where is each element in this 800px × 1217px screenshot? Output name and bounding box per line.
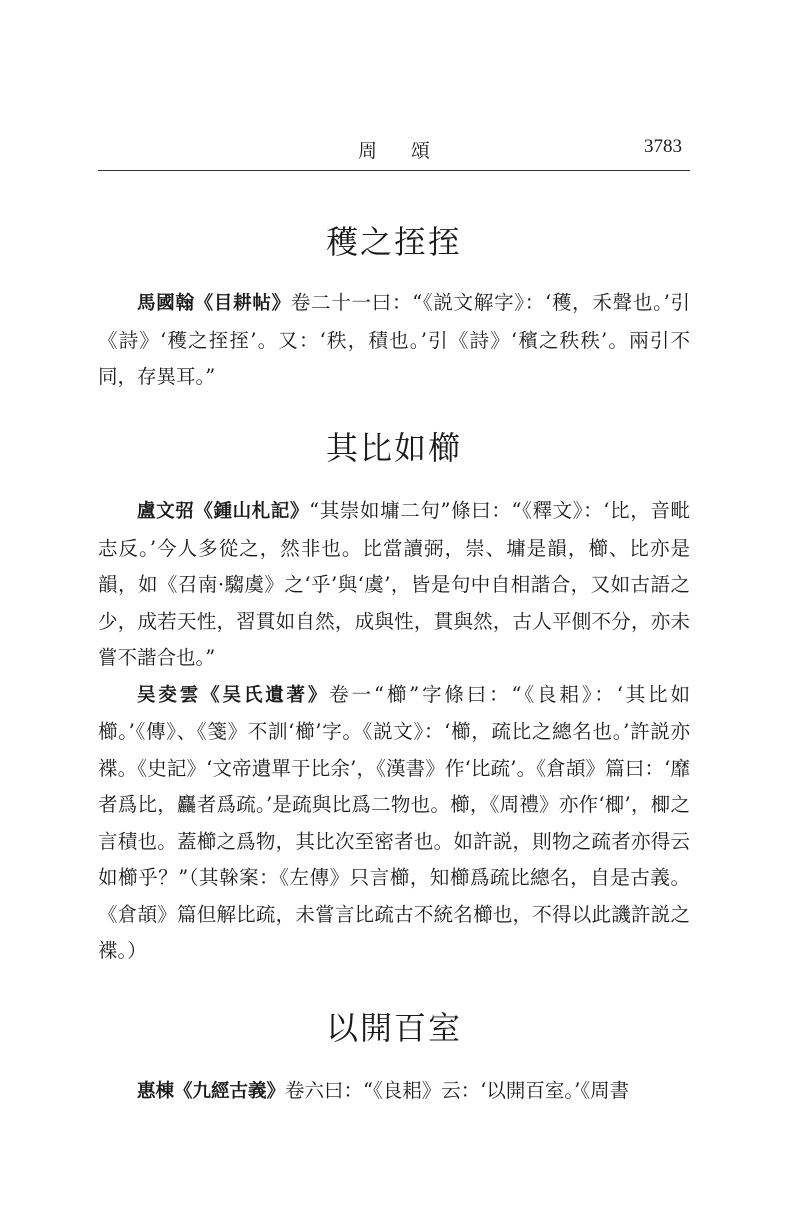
paragraph	[98, 1073, 690, 1111]
paragraph-text: 卷六曰：“《良耜》云：‘以開百室。’《周書	[285, 1079, 630, 1102]
source-citation: 惠棟《九經古義》	[137, 1081, 286, 1102]
paragraph-text: 卷一“櫛”字條曰：“《良耜》：‘其比如櫛。’《傳》、《箋》不訓‘櫛’字。《説文》：‘櫛，疏比之總名也。’許説亦褋。《史記》‘文帝遺單于比余’，《漢書》作‘比疏’。《倉頡》篇曰：‘靡者爲比，麤者爲疏。’是疏與比爲二物也。櫛，《周禮》亦作‘楖’，楖之言積也。蓋櫛之爲物，其比次至密者也。如許説，則物之疏者亦得云如櫛乎？”（其榦案：《左傳》只言櫛，知櫛爲疏比總名，自是古義。《倉頡》篇但解比疏，未嘗言比疏古不統名櫛也，不得以此譏許説之褋。）	[98, 682, 690, 962]
section-title: 其比如櫛	[325, 429, 462, 467]
running-title: 周頌	[357, 140, 464, 162]
paragraph-text: 卷二十一曰：“《説文解字》：‘穫，禾聲也。’引《詩》‘穫之挃挃’。又：‘秩，積也。’引《詩》‘穦之秩秩’。兩引不同，存異耳。”	[98, 291, 690, 388]
section-body	[98, 493, 690, 970]
section-title: 以開百室	[325, 1009, 462, 1047]
paragraph-text: “其崇如墉二句”條曰：“《釋文》：‘比，音毗志反。’今人多從之，然非也。比當讀弼，崇、墉是韻，櫛、比亦是韻，如《召南·騶虞》之‘乎’與‘虞’，皆是句中自相諧合，又如古語之少，成若天性，習貫如自然，成與性，貫與然，古人平側不分，亦未嘗不諧合也。”	[98, 499, 690, 669]
paragraph	[98, 285, 690, 396]
source-citation: 盧文弨《鍾山札記》	[137, 501, 310, 522]
section-title: 穫之挃挃	[325, 223, 462, 261]
section-body	[98, 1073, 690, 1111]
source-citation: 馬國翰《目耕帖》	[137, 293, 291, 314]
page-header	[98, 134, 690, 171]
paragraph	[98, 677, 690, 970]
source-citation: 吴夌雲《吴氏遺著》	[137, 684, 330, 706]
page-number: 3783	[644, 136, 682, 157]
section-body	[98, 285, 690, 396]
paragraph	[98, 493, 690, 677]
